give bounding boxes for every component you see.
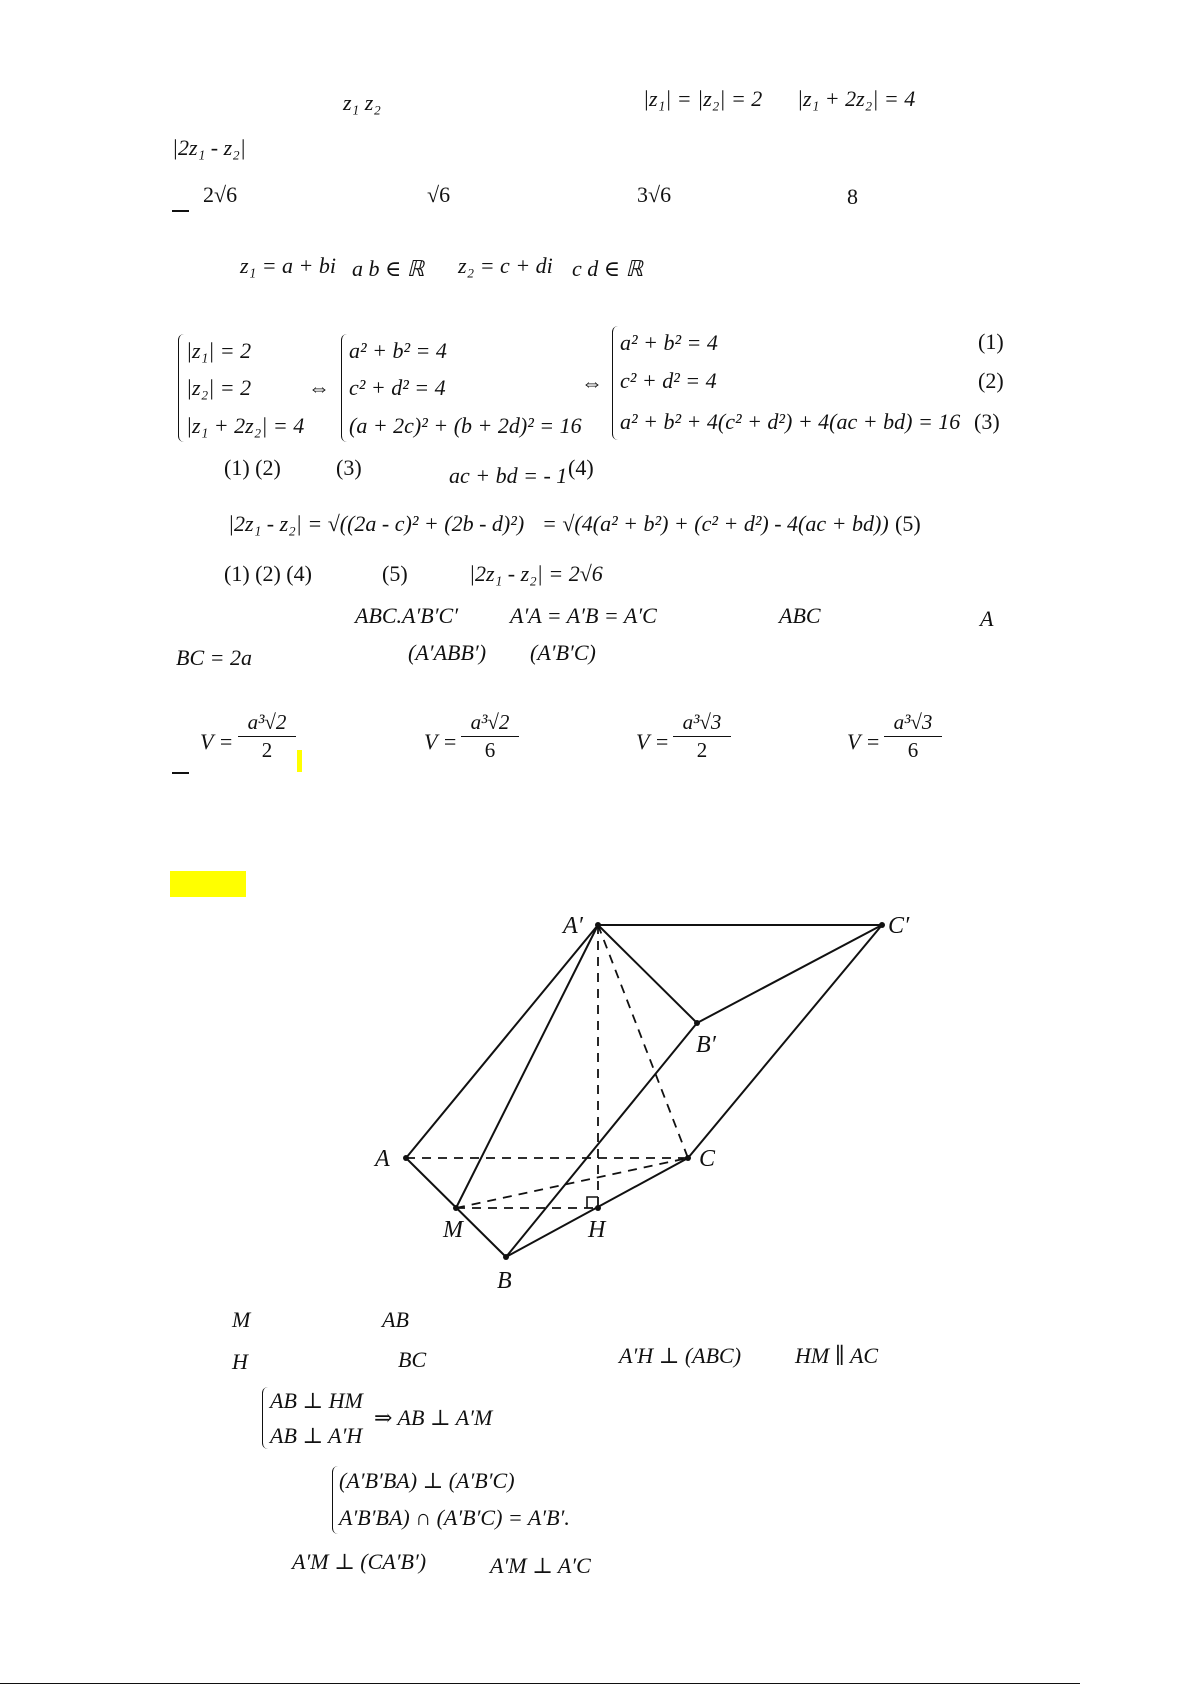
q1-option-b: √6 <box>427 182 451 207</box>
step1-tag: (4) <box>568 455 594 480</box>
denominator: 2 <box>673 736 731 763</box>
sys1-line-3: |z₁ + 2z₂| = 4 <box>186 413 305 438</box>
numerator: a³√3 <box>893 710 933 734</box>
sol-h: H <box>232 1349 248 1374</box>
q2-option-c-lhs: V = <box>636 729 670 754</box>
eq-tag-2: (2) <box>978 368 1004 393</box>
edge-c1-c <box>688 925 882 1158</box>
q1-sol-cd: c d ∈ ℝ <box>572 256 643 281</box>
q2-vertex: A <box>980 606 994 631</box>
denominator: 6 <box>884 736 942 763</box>
sysB-line-1: (A′B′BA) ⊥ (A′B′C) <box>339 1468 515 1493</box>
label-c1: C′ <box>888 913 910 939</box>
numerator: a³√3 <box>682 710 722 734</box>
sol-perp: A′H ⊥ (ABC) <box>619 1343 742 1368</box>
q2-option-b-lhs: V = <box>424 729 458 754</box>
sysA-result: ⇒ AB ⊥ A′M <box>374 1405 493 1430</box>
sys1-line-1: |z₁| = 2 <box>186 338 252 363</box>
step1-equation: ac + bd = - 1 <box>449 463 568 488</box>
final-perp-plane: A′M ⊥ (CA′B′) <box>292 1549 427 1574</box>
edge-m-c-hidden <box>456 1158 688 1208</box>
q2-prism: ABC.A′B′C′ <box>355 603 459 628</box>
q1-sol-z1: z₁ = a + bi <box>240 253 337 278</box>
sysA-line-1: AB ⊥ HM <box>270 1388 363 1413</box>
q2-plane-2: (A′B′C) <box>530 640 596 665</box>
sysB-line-2: A′B′BA) ∩ (A′B′C) = A′B′. <box>339 1505 570 1530</box>
vertex-a <box>403 1155 409 1161</box>
label-b: B <box>497 1268 512 1294</box>
edge-b1-c1 <box>697 925 882 1023</box>
vertex-b1 <box>694 1020 700 1026</box>
sysA-line-2: AB ⊥ A′H <box>270 1423 363 1448</box>
sol-ab: AB <box>382 1307 409 1332</box>
q2-bc: BC = 2a <box>176 645 252 670</box>
q2-condition: A′A = A′B = A′C <box>510 603 657 628</box>
sol-parallel: HM ∥ AC <box>795 1343 879 1368</box>
label-b1: B′ <box>696 1032 716 1058</box>
step3-result: |2z₁ - z₂| = 2√6 <box>469 561 603 586</box>
sys2-line-3: (a + 2c)² + (b + 2d)² = 16 <box>349 413 582 438</box>
system-brace <box>332 1466 339 1534</box>
denominator: 6 <box>461 736 519 763</box>
label-m: M <box>443 1217 463 1243</box>
eq-tag-3: (3) <box>974 409 1000 434</box>
numerator: a³√2 <box>247 710 287 734</box>
step3-refs: (1) (2) (4) <box>224 561 312 586</box>
numerator: a³√2 <box>470 710 510 734</box>
vertex-c <box>685 1155 691 1161</box>
sys2-line-2: c² + d² = 4 <box>349 375 446 400</box>
q1-target-expression: |2z₁ - z₂| <box>172 135 246 160</box>
q1-sol-ab: a b ∈ ℝ <box>352 256 425 281</box>
q1-option-a: 2√6 <box>203 182 238 207</box>
q2-base: ABC <box>779 603 821 628</box>
q1-sol-z2: z₂ = c + di <box>458 253 553 278</box>
label-a: A <box>375 1146 390 1172</box>
q1-option-d: 8 <box>847 184 858 209</box>
vertex-h <box>595 1205 601 1211</box>
q2-plane-1: (A′ABB′) <box>408 640 487 665</box>
vertex-a1 <box>595 922 601 928</box>
denominator: 2 <box>238 736 296 763</box>
page-bottom-rule <box>0 1683 1080 1684</box>
q2-option-d-lhs: V = <box>847 729 881 754</box>
vertex-b <box>503 1254 509 1260</box>
vertex-c1 <box>879 922 885 928</box>
label-a1: A′ <box>563 913 583 939</box>
step2-tag: (5) <box>895 511 921 536</box>
eq-tag-1: (1) <box>978 329 1004 354</box>
final-perp-line: A′M ⊥ A′C <box>490 1553 591 1578</box>
step3-ref5: (5) <box>382 561 408 586</box>
step1-refs: (1) (2) <box>224 455 281 480</box>
edge-a1-a <box>406 925 598 1158</box>
step2-rhs: = √(4(a² + b²) + (c² + d²) - 4(ac + bd)) <box>542 511 889 536</box>
sys3-line-2: c² + d² = 4 <box>620 368 717 393</box>
sys1-line-2: |z₂| = 2 <box>186 375 252 400</box>
q1-variables: z₁ z₂ <box>343 90 381 115</box>
edge-a1-b1 <box>598 925 697 1023</box>
step2-lhs: |2z₁ - z₂| = √((2a - c)² + (2b - d)²) <box>228 511 525 536</box>
sys3-line-3: a² + b² + 4(c² + d²) + 4(ac + bd) = 16 <box>620 409 961 434</box>
step1-ref3: (3) <box>336 455 362 480</box>
edge-a1-m <box>456 925 598 1208</box>
iff-symbol: ⇔ <box>581 370 603 395</box>
label-h: H <box>588 1217 606 1243</box>
sol-m: M <box>232 1307 251 1332</box>
q2-option-a-lhs: V = <box>200 729 234 754</box>
sol-bc: BC <box>398 1347 427 1372</box>
system-brace <box>262 1387 269 1449</box>
iff-symbol: ⇔ <box>308 375 330 400</box>
vertex-m <box>453 1205 459 1211</box>
q1-condition-modulus: |z₁| = |z₂| = 2 <box>643 86 763 111</box>
q1-option-c: 3√6 <box>637 182 672 207</box>
edge-a1-c-hidden <box>598 925 688 1158</box>
sys2-line-1: a² + b² = 4 <box>349 338 447 363</box>
sys3-line-1: a² + b² = 4 <box>620 330 718 355</box>
q1-condition-sum: |z₁ + 2z₂| = 4 <box>797 86 916 111</box>
label-c: C <box>699 1146 716 1172</box>
